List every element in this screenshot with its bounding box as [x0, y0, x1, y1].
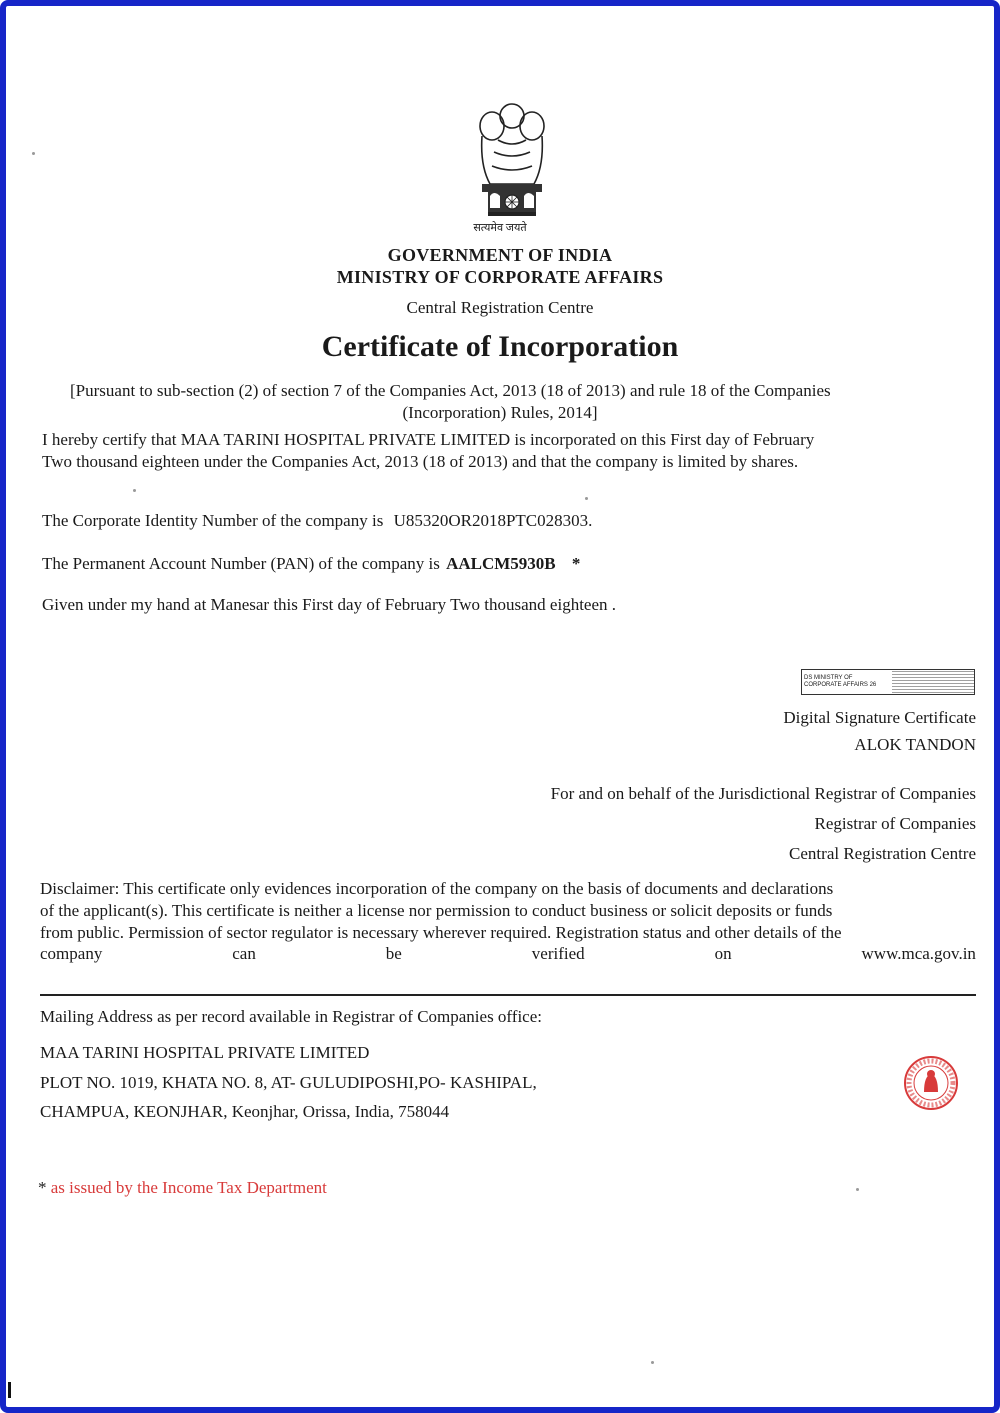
- speck: [585, 497, 588, 500]
- scan-mark: [8, 1382, 11, 1398]
- mailing-line-1: MAA TARINI HOSPITAL PRIVATE LIMITED: [40, 1043, 370, 1062]
- mailing-line-2: PLOT NO. 1019, KHATA NO. 8, AT- GULUDIPOSHI,PO- KASHIPAL,: [40, 1073, 537, 1092]
- ds-stamp-fine-print: [892, 671, 974, 693]
- section-divider: [40, 994, 976, 996]
- disclaimer-word: can: [232, 944, 256, 963]
- ds-stamp-line-1: DS MINISTRY OF: [804, 675, 853, 681]
- centre-line: Central Registration Centre: [789, 844, 976, 863]
- centre-name: Central Registration Centre: [406, 298, 594, 317]
- government-name: GOVERNMENT OF INDIA: [387, 245, 613, 265]
- disclaimer-word: on: [714, 944, 732, 963]
- mailing-heading: Mailing Address as per record available in Registrar of Companies office:: [40, 1007, 542, 1026]
- emblem-motto: सत्यमेव जयते: [473, 222, 527, 234]
- speck: [32, 152, 35, 155]
- pan-label: The Permanent Account Number (PAN) of the company is: [42, 554, 440, 573]
- given-statement: Given under my hand at Manesar this First day of February Two thousand eighteen .: [42, 595, 617, 614]
- pursuant-line-2: (Incorporation) Rules, 2014]: [402, 403, 598, 422]
- registrar-line: Registrar of Companies: [814, 814, 976, 833]
- signatory-name: ALOK TANDON: [854, 735, 976, 754]
- national-emblem-icon: [468, 96, 556, 226]
- speck: [133, 489, 136, 492]
- pan-value: AALCM5930B: [446, 554, 556, 573]
- ministry-seal-icon: [902, 1054, 960, 1112]
- behalf-line: For and on behalf of the Jurisdictional Registrar of Companies: [550, 784, 976, 803]
- digital-signature-stamp: [801, 669, 975, 695]
- certify-line-1: I hereby certify that MAA TARINI HOSPITAL PRIVATE LIMITED is incorporated on this First day of February: [42, 430, 815, 449]
- mca-website-link[interactable]: www.mca.gov.in: [861, 944, 976, 963]
- certify-line-2: Two thousand eighteen under the Companies Act, 2013 (18 of 2013) and that the company is limited by shares.: [42, 452, 799, 471]
- mailing-line-3: CHAMPUA, KEONJHAR, Keonjhar, Orissa, India, 758044: [40, 1102, 450, 1121]
- disclaimer-line-1: Disclaimer: This certificate only evidences incorporation of the company on the basis of documents and declarations: [40, 879, 834, 898]
- speck: [651, 1361, 654, 1364]
- disclaimer-line-3: from public. Permission of sector regulator is necessary wherever required. Registration status and other details of the: [40, 923, 842, 942]
- dsc-label: Digital Signature Certificate: [783, 708, 976, 727]
- speck: [856, 1188, 859, 1191]
- disclaimer-word: company: [40, 944, 103, 963]
- ds-stamp-line-2: CORPORATE AFFAIRS 26: [804, 682, 877, 688]
- ds-stamp-text: [804, 675, 890, 689]
- cin-label: The Corporate Identity Number of the company is: [42, 511, 384, 530]
- pan-statement: [42, 553, 580, 575]
- ministry-name: MINISTRY OF CORPORATE AFFAIRS: [336, 267, 664, 287]
- disclaimer-word: be: [385, 944, 402, 963]
- document-title: Certificate of Incorporation: [321, 330, 679, 363]
- pursuant-line-1: [Pursuant to sub-section (2) of section 7 of the Companies Act, 2013 (18 of 2013) and rule 18 of the Companies: [70, 381, 831, 400]
- government-heading: [0, 244, 1000, 288]
- footnote: [38, 1177, 327, 1199]
- footnote-text: as issued by the Income Tax Department: [50, 1178, 327, 1197]
- footnote-asterisk: *: [38, 1178, 47, 1197]
- cin-statement: [42, 510, 592, 532]
- disclaimer-word: verified: [531, 944, 585, 963]
- cin-value: U85320OR2018PTC028303.: [393, 511, 593, 530]
- disclaimer-line-2: of the applicant(s). This certificate is neither a license nor permission to conduct business or solicit deposits or funds: [40, 901, 833, 920]
- pan-asterisk: *: [571, 554, 581, 573]
- disclaimer-line-4: [40, 944, 976, 964]
